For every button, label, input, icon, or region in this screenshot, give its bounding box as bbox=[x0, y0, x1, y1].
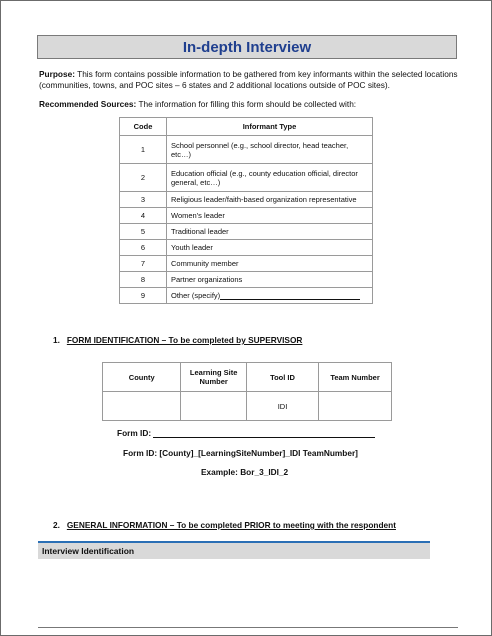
form-id-blank[interactable] bbox=[153, 427, 375, 438]
learning-site-value-cell[interactable] bbox=[181, 392, 246, 421]
form-id-format: Form ID: [County]_[LearningSiteNumber]_IDI TeamNumber] bbox=[123, 448, 358, 458]
sources-text: The information for filling this form should be collected with: bbox=[136, 99, 357, 109]
table-row bbox=[120, 272, 373, 288]
type-cell: Religious leader/faith-based organization representative bbox=[167, 192, 373, 208]
code-cell: 3 bbox=[120, 192, 167, 208]
section-2-title: GENERAL INFORMATION – To be completed PRIOR to meeting with the respondent bbox=[66, 520, 396, 530]
form-id-label: Form ID: bbox=[117, 428, 152, 438]
informant-header-row bbox=[120, 118, 373, 136]
page-title: In-depth Interview bbox=[182, 38, 312, 56]
header-informant-type: Informant Type bbox=[167, 118, 373, 136]
code-cell: 4 bbox=[120, 208, 167, 224]
header-code: Code bbox=[120, 118, 167, 136]
purpose-paragraph bbox=[39, 69, 459, 91]
code-cell: 9 bbox=[120, 288, 167, 304]
interview-identification-bar bbox=[38, 541, 430, 559]
table-row bbox=[120, 192, 373, 208]
type-cell: Traditional leader bbox=[167, 224, 373, 240]
type-cell: Youth leader bbox=[167, 240, 373, 256]
table-row bbox=[120, 288, 373, 304]
tool-id-value-cell: IDI bbox=[246, 392, 318, 421]
code-cell: 1 bbox=[120, 136, 167, 164]
type-cell: Community member bbox=[167, 256, 373, 272]
table-row bbox=[120, 208, 373, 224]
section-1-number: 1. bbox=[53, 335, 60, 345]
purpose-label: Purpose: bbox=[39, 69, 75, 79]
form-id-example: Example: Bor_3_IDI_2 bbox=[201, 467, 289, 477]
table-row bbox=[120, 224, 373, 240]
header-county: County bbox=[103, 363, 181, 392]
header-tool-id: Tool ID bbox=[246, 363, 318, 392]
code-cell: 6 bbox=[120, 240, 167, 256]
section-2-heading bbox=[53, 520, 396, 530]
table-row bbox=[120, 256, 373, 272]
form-id-line bbox=[117, 427, 375, 438]
form-id-table bbox=[102, 362, 392, 421]
county-value-cell[interactable] bbox=[103, 392, 181, 421]
form-id-header-row bbox=[103, 363, 392, 392]
type-cell: Partner organizations bbox=[167, 272, 373, 288]
table-row bbox=[120, 164, 373, 192]
purpose-text: This form contains possible information to be gathered from key informants within the selected locations (communities, towns, and POC sites – 6 states and 2 additional locations outside of POC sites). bbox=[39, 69, 458, 90]
team-number-value-cell[interactable] bbox=[319, 392, 392, 421]
type-cell: Women's leader bbox=[167, 208, 373, 224]
interview-identification-label: Interview Identification bbox=[42, 546, 135, 556]
type-cell: School personnel (e.g., school director, head teacher, etc…) bbox=[167, 136, 373, 164]
table-row bbox=[120, 240, 373, 256]
table-row bbox=[120, 136, 373, 164]
other-specify-label: Other (specify) bbox=[171, 291, 221, 300]
section-1-title: FORM IDENTIFICATION – To be completed by SUPERVISOR bbox=[66, 335, 303, 345]
code-cell: 5 bbox=[120, 224, 167, 240]
sources-label: Recommended Sources: bbox=[39, 99, 137, 109]
code-cell: 2 bbox=[120, 164, 167, 192]
form-id-value-row bbox=[103, 392, 392, 421]
section-2-number: 2. bbox=[53, 520, 60, 530]
specify-blank bbox=[220, 299, 360, 300]
code-cell: 8 bbox=[120, 272, 167, 288]
type-cell: Education official (e.g., county education official, director general, etc…) bbox=[167, 164, 373, 192]
code-cell: 7 bbox=[120, 256, 167, 272]
header-learning-site-number: Learning Site Number bbox=[181, 363, 246, 392]
type-cell bbox=[167, 288, 373, 304]
footer-divider bbox=[38, 627, 458, 628]
section-1-heading bbox=[53, 335, 302, 345]
header-team-number: Team Number bbox=[319, 363, 392, 392]
informant-table bbox=[119, 117, 373, 304]
title-bar bbox=[37, 35, 457, 59]
sources-paragraph bbox=[39, 99, 459, 110]
